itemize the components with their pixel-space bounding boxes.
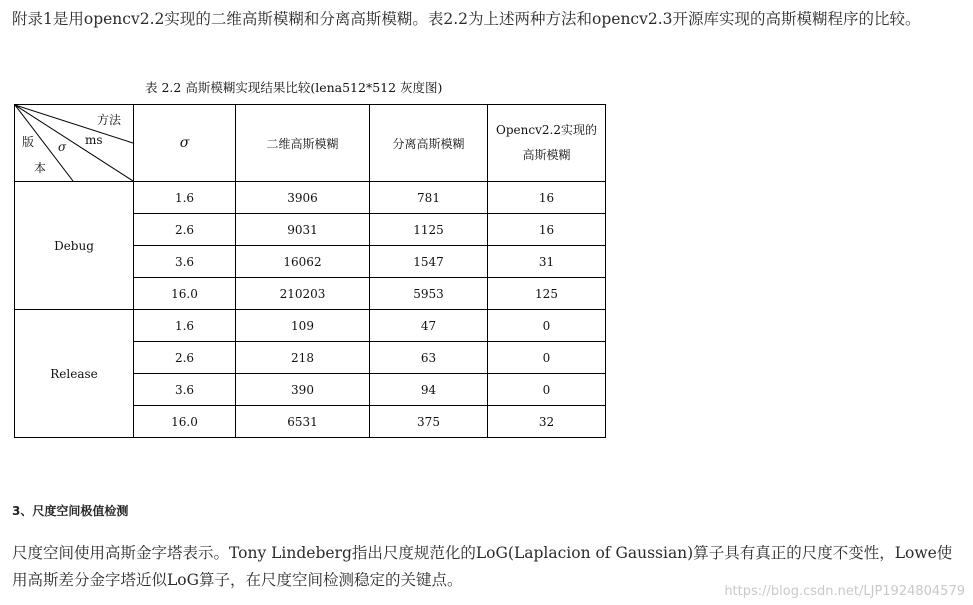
cell-2d: 210203 <box>236 278 370 310</box>
cell-opencv: 32 <box>488 406 606 438</box>
cell-2d: 218 <box>236 342 370 374</box>
table-row <box>15 182 606 214</box>
corner-ban-label: 版 <box>22 135 35 149</box>
cell-separable: 781 <box>370 182 488 214</box>
cell-opencv: 0 <box>488 310 606 342</box>
cell-2d: 9031 <box>236 214 370 246</box>
table-row <box>15 310 606 342</box>
cell-sigma: 1.6 <box>134 182 236 214</box>
header-opencv-line1: Opencv2.2实现的 <box>496 123 597 137</box>
corner-sigma-label: σ <box>58 140 67 154</box>
header-2d-gaussian: 二维高斯模糊 <box>236 105 370 182</box>
cell-opencv: 0 <box>488 374 606 406</box>
cell-sigma: 2.6 <box>134 342 236 374</box>
cell-separable: 1547 <box>370 246 488 278</box>
group-release: Release <box>15 310 134 438</box>
cell-opencv: 125 <box>488 278 606 310</box>
header-sigma: σ <box>134 105 236 182</box>
cell-sigma: 16.0 <box>134 278 236 310</box>
corner-method-label: 方法 <box>97 113 122 127</box>
group-debug: Debug <box>15 182 134 310</box>
cell-opencv: 31 <box>488 246 606 278</box>
cell-separable: 1125 <box>370 214 488 246</box>
cell-2d: 6531 <box>236 406 370 438</box>
corner-ms-label: ms <box>85 133 103 147</box>
cell-sigma: 1.6 <box>134 310 236 342</box>
intro-paragraph: 附录1是用opencv2.2实现的二维高斯模糊和分离高斯模糊。表2.2为上述两种方法和opencv2.3开源库实现的高斯模糊程序的比较。 <box>12 10 921 28</box>
cell-opencv: 0 <box>488 342 606 374</box>
cell-sigma: 3.6 <box>134 246 236 278</box>
section-title: 3、尺度空间极值检测 <box>12 504 129 518</box>
cell-2d: 109 <box>236 310 370 342</box>
cell-separable: 63 <box>370 342 488 374</box>
cell-opencv: 16 <box>488 182 606 214</box>
cell-separable: 47 <box>370 310 488 342</box>
results-table <box>14 104 606 438</box>
watermark: https://blog.csdn.net/LJP1924804579 <box>724 584 965 599</box>
header-opencv <box>488 105 606 182</box>
corner-cell <box>15 105 134 182</box>
header-separable-gaussian: 分离高斯模糊 <box>370 105 488 182</box>
cell-sigma: 3.6 <box>134 374 236 406</box>
cell-sigma: 2.6 <box>134 214 236 246</box>
cell-separable: 94 <box>370 374 488 406</box>
cell-separable: 5953 <box>370 278 488 310</box>
header-opencv-line2: 高斯模糊 <box>522 148 571 162</box>
table-caption: 表 2.2 高斯模糊实现结果比较(lena512*512 灰度图) <box>145 80 443 95</box>
cell-separable: 375 <box>370 406 488 438</box>
cell-opencv: 16 <box>488 214 606 246</box>
cell-2d: 3906 <box>236 182 370 214</box>
corner-ben-label: 本 <box>34 161 47 175</box>
cell-2d: 16062 <box>236 246 370 278</box>
table-header-row <box>15 105 606 182</box>
scale-space-paragraph: 尺度空间使用高斯金字塔表示。Tony Lindeberg指出尺度规范化的LoG(Laplacion of Gaussian)算子具有真正的尺度不变性，Lowe使用高斯差分金字塔近似LoG算子，在尺度空间检测稳定的关键点。 <box>12 544 953 589</box>
cell-2d: 390 <box>236 374 370 406</box>
cell-sigma: 16.0 <box>134 406 236 438</box>
